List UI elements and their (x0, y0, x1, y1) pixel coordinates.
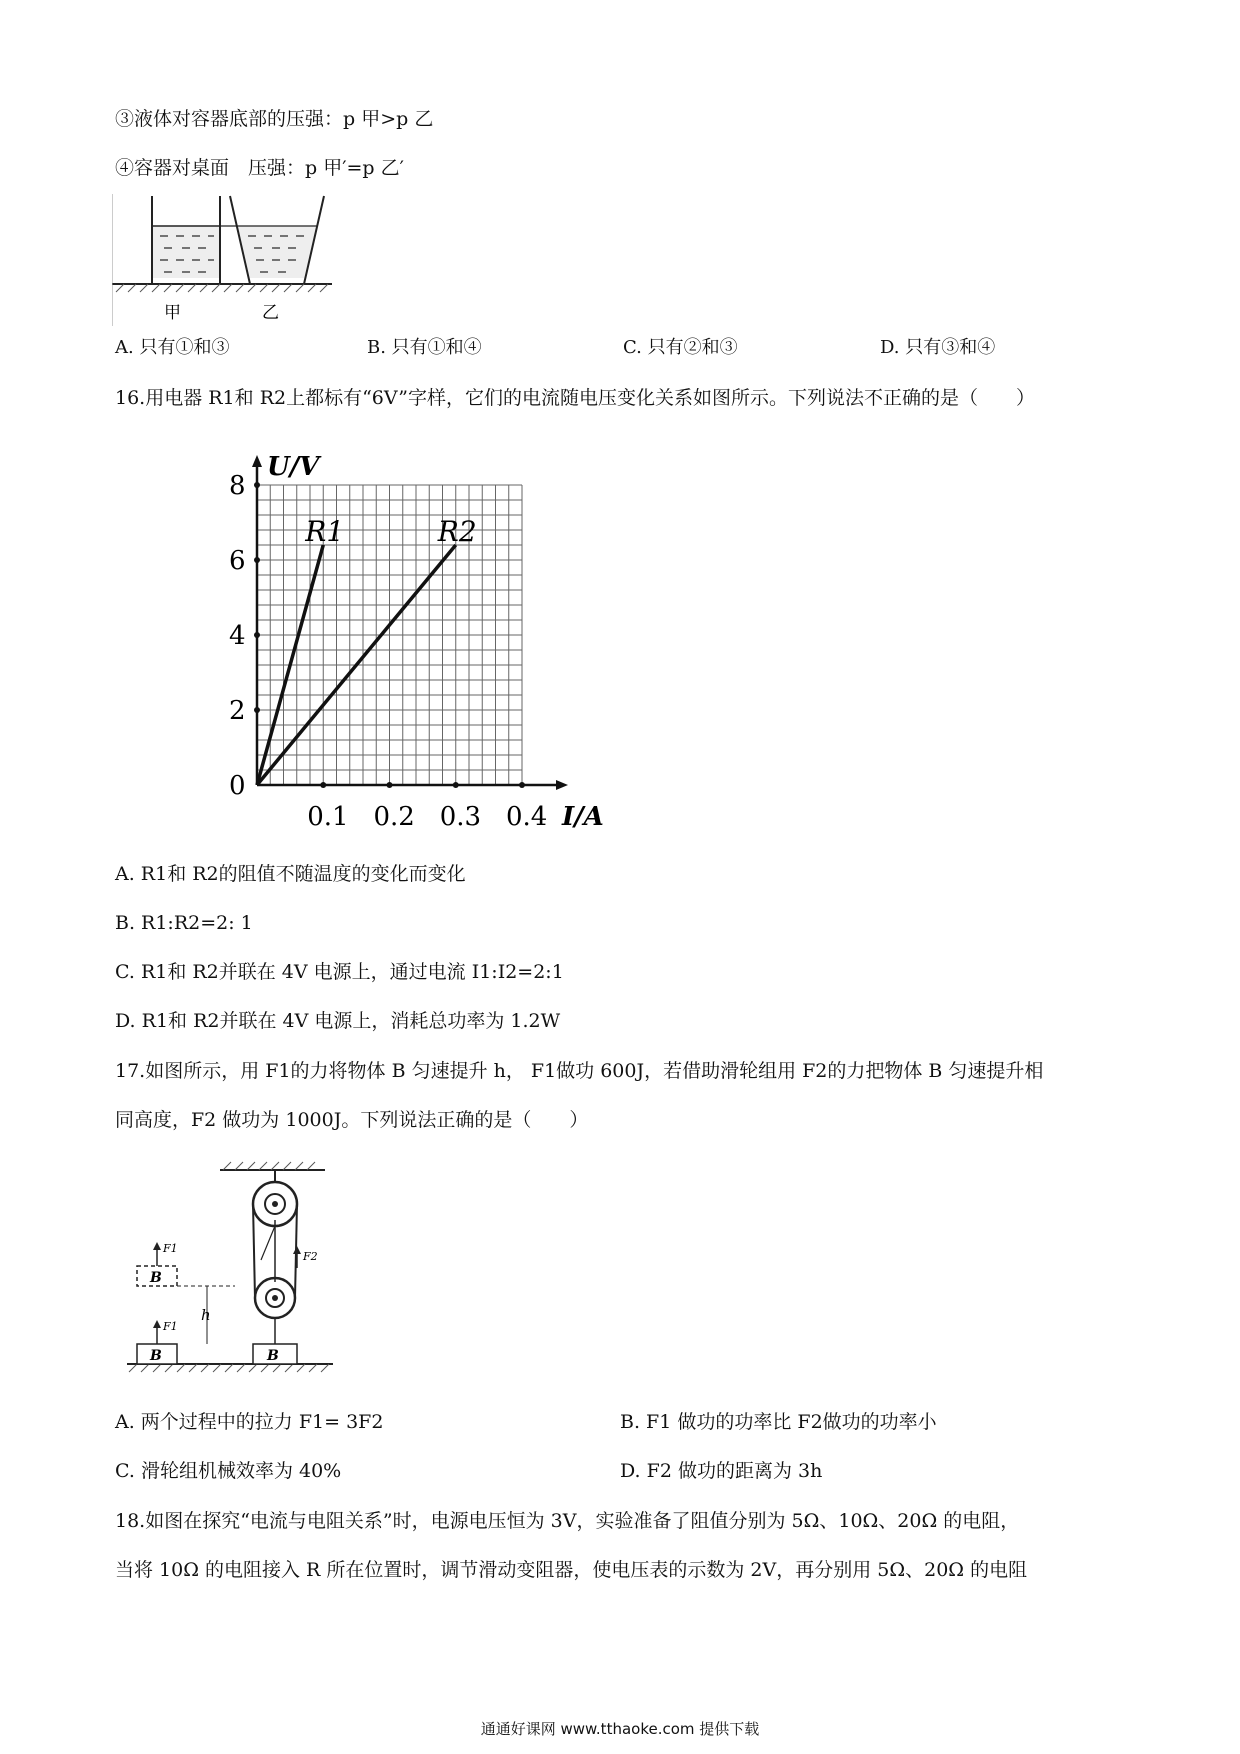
y-axis-arrow (252, 455, 262, 467)
q16-option-a: A. R1和 R2的阻值不随温度的变化而变化 (115, 863, 466, 885)
height-h-label: h (201, 1306, 211, 1324)
x-tick-label: 0.2 (373, 802, 415, 832)
x-tick-label: 0.4 (506, 802, 548, 832)
y-tick-mark (254, 557, 260, 563)
label-jia: 甲 (164, 303, 181, 323)
y-tick-label: 0 (229, 771, 246, 801)
q15-option-a: A. 只有①和③ (115, 337, 230, 358)
q15-statement-3: ③液体对容器底部的压强：p 甲>p 乙 (115, 108, 434, 130)
x-tick-mark (453, 782, 459, 788)
q16-stem: 16.用电器 R1和 R2上都标有“6V”字样，它们的电流随电压变化关系如图所示。下列说法不正确的是（ ） (115, 387, 1036, 409)
f1-lower-label: F1 (163, 1320, 178, 1333)
q16-option-c: C. R1和 R2并联在 4V 电源上，通过电流 I1:I2=2:1 (115, 961, 564, 983)
series-label-r1: R1 (305, 515, 345, 548)
pulley-figure (125, 1160, 345, 1380)
y-axis-label: U/V (267, 452, 320, 482)
containers-figure (112, 194, 332, 326)
q17-option-c: C. 滑轮组机械效率为 40% (115, 1460, 342, 1482)
ui-chart (215, 440, 655, 840)
q16-option-b: B. R1:R2=2: 1 (115, 912, 253, 934)
block-b-label: B (150, 1348, 162, 1364)
f1-upper-label: F1 (163, 1242, 178, 1255)
q17-option-a: A. 两个过程中的拉力 F1= 3F2 (115, 1411, 384, 1433)
x-axis-label: I/A (562, 802, 604, 832)
y-tick-mark (254, 632, 260, 638)
q15-option-d: D. 只有③和④ (880, 337, 996, 358)
x-tick-mark (519, 782, 525, 788)
f2-label: F2 (303, 1250, 318, 1263)
y-tick-label: 4 (229, 621, 246, 651)
q15-statement-4: ④容器对桌面 压强：p 甲′=p 乙′ (115, 157, 404, 179)
q15-option-b: B. 只有①和④ (367, 337, 482, 358)
footer-source: 通通好课网 www.tthaoke.com 提供下载 (480, 1720, 760, 1738)
liquid-jia (152, 226, 220, 278)
liquid-yi (237, 226, 317, 278)
q15-option-c: C. 只有②和③ (623, 337, 738, 358)
q18-line-2: 当将 10Ω 的电阻接入 R 所在位置时，调节滑动变阻器，使电压表的示数为 2V，再分别用 5Ω、20Ω 的电阻 (115, 1559, 1028, 1581)
y-tick-mark (254, 707, 260, 713)
y-tick-label: 2 (229, 696, 246, 726)
block-b-pulley-label: B (267, 1348, 279, 1364)
x-axis-arrow (556, 780, 568, 790)
x-tick-mark (387, 782, 393, 788)
series-label-r2: R2 (437, 515, 477, 548)
x-tick-label: 0.1 (307, 802, 349, 832)
y-tick-label: 8 (229, 471, 246, 501)
y-tick-label: 6 (229, 546, 246, 576)
q16-option-d: D. R1和 R2并联在 4V 电源上，消耗总功率为 1.2W (115, 1010, 561, 1032)
q17-stem-line-1: 17.如图所示，用 F1的力将物体 B 匀速提升 h， F1做功 600J，若借助滑轮组用 F2的力把物体 B 匀速提升相 (115, 1060, 1044, 1082)
q18-line-1: 18.如图在探究“电流与电阻关系”时，电源电压恒为 3V，实验准备了阻值分别为 5Ω、10Ω、20Ω 的电阻， (115, 1510, 1020, 1532)
x-tick-mark (320, 782, 326, 788)
q17-option-d: D. F2 做功的距离为 3h (620, 1460, 823, 1482)
label-yi: 乙 (262, 303, 279, 323)
q17-stem-line-2: 同高度，F2 做功为 1000J。下列说法正确的是（ ） (115, 1109, 589, 1131)
x-tick-label: 0.3 (439, 802, 482, 832)
q17-option-b: B. F1 做功的功率比 F2做功的功率小 (620, 1411, 937, 1433)
block-b-raised-label: B (150, 1270, 162, 1286)
y-tick-mark (254, 482, 260, 488)
